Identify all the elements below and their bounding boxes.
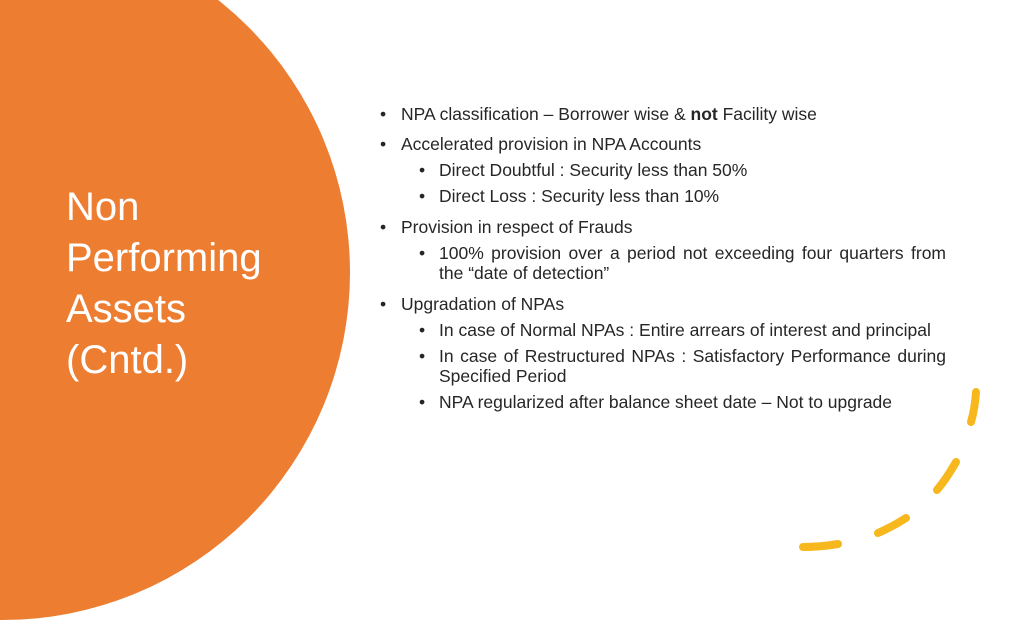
bullet-upgradation: • Upgradation of NPAs (380, 294, 946, 314)
title-line: Performing (66, 236, 262, 280)
bullet-frauds-provision: • Provision in respect of Frauds (380, 217, 946, 237)
sub-bullet-fraud-provision: • 100% provision over a period not exceeding four quarters from the “date of detection” (380, 243, 946, 283)
dash-segment (803, 544, 838, 547)
sub-bullet-regularized-npa: • NPA regularized after balance sheet date – Not to upgrade (380, 392, 946, 412)
bullet-npa-classification: • NPA classification – Borrower wise & not Facility wise (380, 104, 946, 124)
dash-segment (971, 392, 976, 422)
title-line: Assets (66, 287, 187, 331)
dash-segment (937, 462, 956, 490)
sub-bullet-restructured-npas: • In case of Restructured NPAs : Satisfactory Performance during Specified Period (380, 346, 946, 386)
title-line: (Cntd.) (66, 338, 189, 382)
sub-bullet-direct-loss: • Direct Loss : Security less than 10% (380, 186, 946, 206)
bullet-accelerated-provision: • Accelerated provision in NPA Accounts (380, 134, 946, 154)
title-line: Non (66, 185, 140, 229)
dash-segment (878, 518, 906, 533)
sub-bullet-direct-doubtful: • Direct Doubtful : Security less than 50% (380, 160, 946, 180)
sub-bullet-normal-npas: • In case of Normal NPAs : Entire arrears of interest and principal (380, 320, 946, 340)
emphasis-not: not (690, 104, 718, 124)
